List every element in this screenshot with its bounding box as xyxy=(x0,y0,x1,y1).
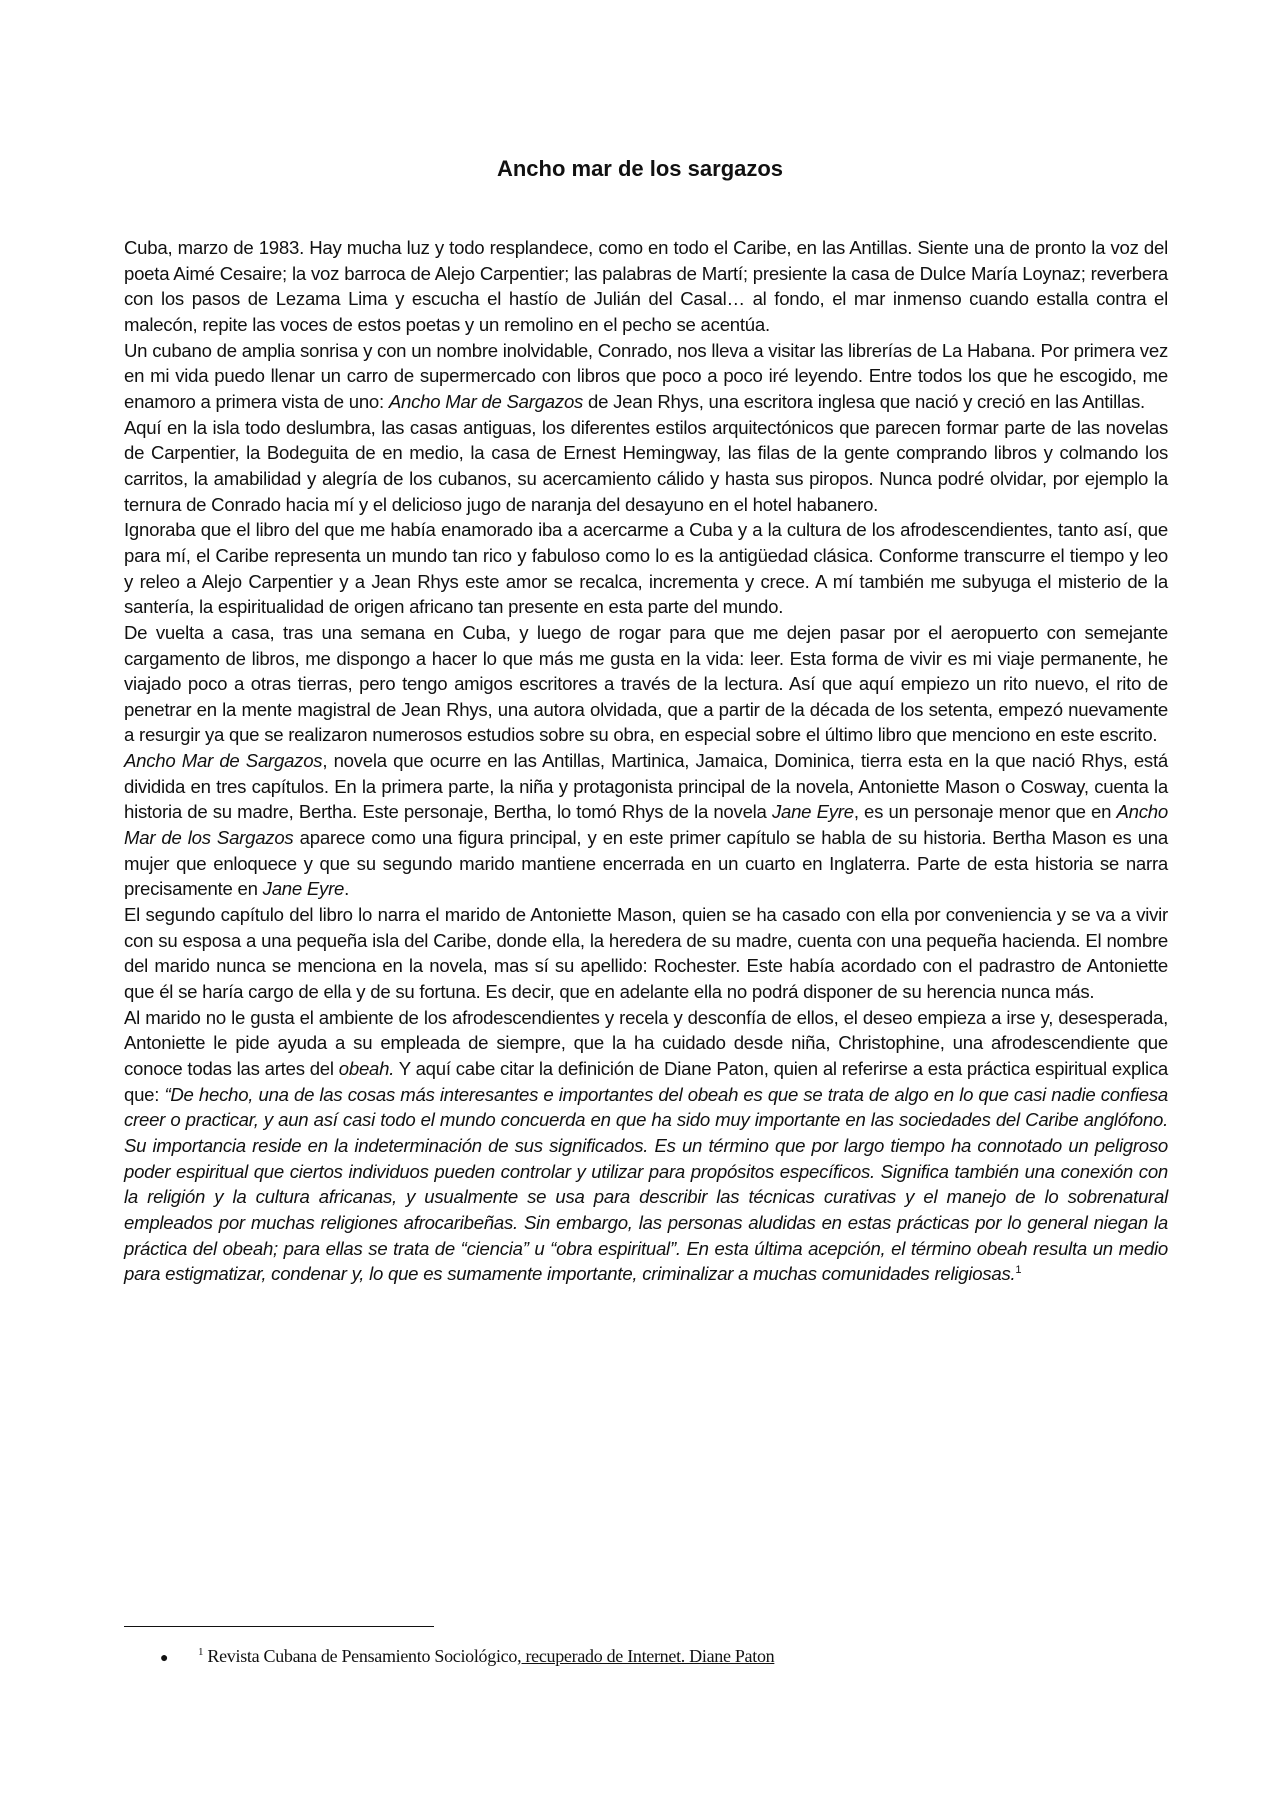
text-run: Al marido no le gusta el ambiente de los afrodescendientes y recela y desconfía de ellos, el deseo empieza a irse y, desesperada, Antoniette le pide ayuda a su empleada de siempre, que la ha cuidado desde niña, Christophine, una afrodescendiente que conoce todas las artes del xyxy=(124,1006,1168,1079)
paragraph xyxy=(124,902,1168,1005)
paragraph xyxy=(124,235,1168,338)
paragraph xyxy=(124,1005,1168,1287)
document-title: Ancho mar de los sargazos xyxy=(496,156,784,181)
text-run: , novela que ocurre en las Antillas, Martinica, Jamaica, Dominica, tierra esta en la que nació Rhys, está dividida en tres capítulos. En la primera parte, la niña y protagonista principal de la novela, Antoniette Mason o Cosway, cuenta la historia de su madre, Bertha. Este personaje, Bertha, lo tomó Rhys de la novela xyxy=(124,750,1168,823)
bullet-icon: ● xyxy=(160,1651,169,1666)
italic-text: Ancho Mar de los Sargazos xyxy=(124,801,1168,849)
footnote-separator xyxy=(124,1626,434,1627)
text-run: de Jean Rhys, una escritora inglesa que nació y creció en las Antillas. xyxy=(583,390,1145,412)
italic-text: Ancho Mar de Sargazos xyxy=(388,390,584,412)
text-run: El segundo capítulo del libro lo narra el marido de Antoniette Mason, quien se ha casado con ella por conveniencia y se va a vivir con su esposa a una pequeña isla del Caribe, donde ella, la heredera de su madre, cuenta con una pequeña hacienda. El nombre del marido nunca se menciona en la novela, mas sí su apellido: Rochester. Este había acordado con el padrastro de Antoniette que él se haría cargo de ella y de su fortuna. Es decir, que en adelante ella no podrá disponer de su herencia nunca más. xyxy=(124,904,1168,1003)
text-run: Cuba, marzo de 1983. Hay mucha luz y todo resplandece, como en todo el Caribe, en las Antillas. Siente una de pronto la voz del poeta Aimé Cesaire; la voz barroca de Alejo Carpentier; las palabras de Martí; presiente la casa de Dulce María Loynaz; reverbera con los pasos de Lezama Lima y escucha el hastío de Julián del Casal… al fondo, el mar inmenso cuando estalla contra el malecón, repite las voces de estos poetas y un remolino en el pecho se acentúa. xyxy=(124,237,1168,335)
paragraph xyxy=(124,748,1168,902)
italic-text: Jane Eyre xyxy=(771,801,854,823)
paragraph xyxy=(124,517,1168,620)
text-run: De vuelta a casa, tras una semana en Cuba, y luego de rogar para que me dejen pasar por el aeropuerto con semejante cargamento de libros, me dispongo a hacer lo que más me gusta en la vida: leer. Esta forma de vivir es mi viaje permanente, he viajado poco a otras tierras, pero tengo amigos escritores a través de la lectura. Así que aquí empiezo un rito nuevo, el rito de penetrar en la mente magistral de Jean Rhys, una autora olvidada, que a partir de la década de los setenta, empezó nuevamente a resurgir ya que se realizaron numerosos estudios sobre su obra, en especial sobre el último libro que menciono en este escrito. xyxy=(124,621,1168,746)
text-run: Un cubano de amplia sonrisa y con un nombre inolvidable, Conrado, nos lleva a visitar las librerías de La Habana. Por primera vez en mi vida puedo llenar un carro de supermercado con libros que poco a poco iré leyendo. Entre todos los que he escogido, me enamoro a primera vista de uno: xyxy=(124,339,1168,412)
italic-text: “De hecho, una de las cosas más interesantes e importantes del obeah es que se trata de algo en lo que casi nadie confiesa creer o practicar, y aun así casi todo el mundo concuerda en que ha sido muy importante en las sociedades del Caribe anglófono. Su importancia reside en la indeterminación de sus significados. Es un término que por largo tiempo ha connotado un peligroso poder espiritual que ciertos individuos pueden controlar y utilizar para propósitos específicos. Significa también una conexión con la religión y la cultura africanas, y usualmente se usa para describir las técnicas curativas y el manejo de lo sobrenatural empleados por muchas religiones afrocaribeñas. Sin embargo, las personas aludidas en estas prácticas por lo general niegan la práctica del obeah; para ellas se trata de “ciencia” u “obra espiritual”. En esta última acepción, el término obeah resulta un medio para estigmatizar, condenar y, lo que es sumamente importante, criminalizar a muchas comunidades religiosas. xyxy=(124,1083,1168,1285)
italic-text: Jane Eyre xyxy=(262,878,345,900)
paragraph xyxy=(124,338,1168,415)
italic-text: Ancho Mar de Sargazos xyxy=(124,750,323,772)
footnote xyxy=(160,1646,774,1667)
text-run: . xyxy=(344,878,350,900)
footnote-link[interactable]: , recuperado de Internet. Diane Paton xyxy=(517,1646,775,1666)
paragraph xyxy=(124,415,1168,518)
text-run: Y aquí cabe citar la definición de Diane Paton, quien al referirse a esta práctica espiritual explica que: xyxy=(124,1058,1168,1105)
italic-text: obeah. xyxy=(338,1058,395,1079)
document-body xyxy=(124,235,1168,1287)
footnote-number: 1 xyxy=(198,1646,204,1658)
text-run: , es un personaje menor que en xyxy=(853,801,1117,823)
paragraph xyxy=(124,620,1168,748)
footnote-reference: 1 xyxy=(1015,1264,1022,1277)
text-run: Ignoraba que el libro del que me había enamorado iba a acercarme a Cuba y a la cultura de los afrodescendientes, tanto así, que para mí, el Caribe representa un mundo tan rico y fabuloso como lo es la antigüedad clásica. Conforme transcurre el tiempo y leo y releo a Alejo Carpentier y a Jean Rhys este amor se recalca, incrementa y crece. A mí también me subyuga el misterio de la santería, la espiritualidad de origen africano tan presente en esta parte del mundo. xyxy=(124,519,1168,618)
text-run: aparece como una figura principal, y en este primer capítulo se habla de su historia. Bertha Mason es una mujer que enloquece y que su segundo marido mantiene encerrada en un cuarto en Inglaterra. Parte de esta historia se narra precisamente en xyxy=(124,827,1168,900)
text-run: Aquí en la isla todo deslumbra, las casas antiguas, los diferentes estilos arquitectónicos que parecen formar parte de las novelas de Carpentier, la Bodeguita de en medio, la casa de Ernest Hemingway, las filas de la gente comprando libros y colmando los carritos, la amabilidad y alegría de los cubanos, su acercamiento cálido y hasta sus piropos. Nunca podré olvidar, por ejemplo la ternura de Conrado hacia mí y el delicioso jugo de naranja del desayuno en el hotel habanero. xyxy=(124,416,1168,515)
footnote-source: Revista Cubana de Pensamiento Sociológico xyxy=(207,1646,518,1666)
